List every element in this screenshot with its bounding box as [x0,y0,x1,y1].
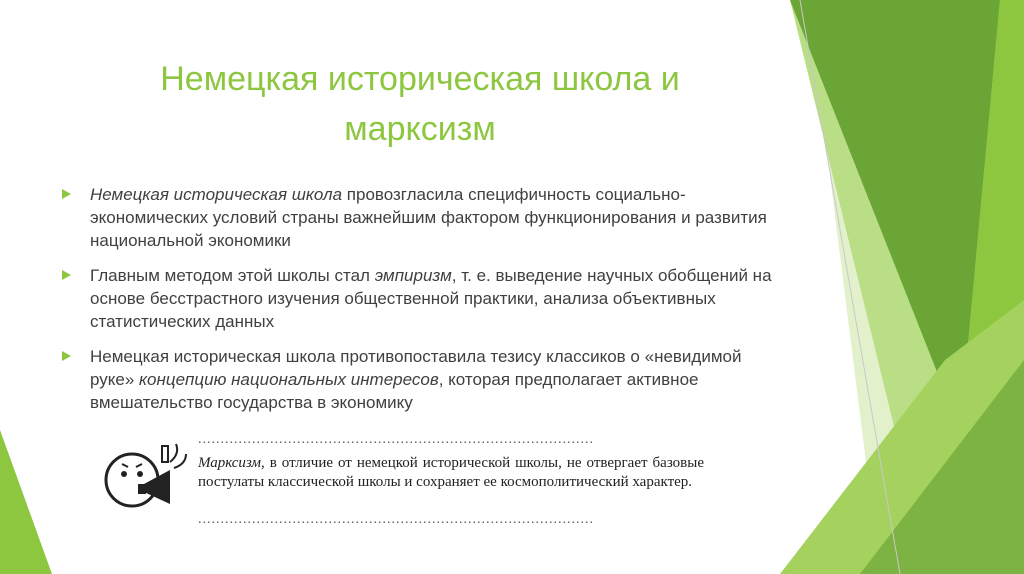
bullet-text-segment: , т. е. выведение научных обобщений на основе бесстрастного изучения общественной практики, анализа объективных статистических данных [90,266,772,331]
decor-shape-left [0,430,52,574]
triangle-bullet-icon [62,189,71,199]
quote-term: Марксизм [198,455,261,471]
bullet-text-segment: Немецкая историческая школа противопоставила тезису классиков о «невидимой руке» [90,347,742,389]
quote-body: , в отличие от немецкой исторической школы, не отвергает базовые постулаты классической школы и сохраняет ее космополитический характер. [198,455,704,490]
dotted-rule-bottom: ........................................................................................ [198,512,594,527]
bullet-list [62,183,782,426]
triangle-bullet-icon [62,270,71,280]
bullet-text-segment: провозгласила специфичность социально-экономических условий страны важнейшим фактором функционирования и развития национальной экономики [90,185,767,250]
bullet-item [62,183,782,252]
triangle-bullet-icon [62,351,71,361]
bullet-text-segment: эмпиризм [374,266,452,285]
bullet-item [62,264,782,333]
quote-box [100,432,710,532]
bullet-item [62,345,782,414]
cartoon-face-megaphone-icon [100,440,188,518]
slide-title: Немецкая историческая школа и марксизм [160,60,680,148]
bullet-text-segment: , которая предполагает активное вмешательство государства в экономику [90,370,699,412]
bullet-text-segment: Немецкая историческая школа [90,185,343,204]
quote-text [198,454,704,492]
dotted-rule-top: ........................................................................................ [198,432,594,447]
bullet-text-segment: Главным методом этой школы стал [90,266,375,285]
bullet-text-segment: концепцию национальных интересов [139,370,439,389]
